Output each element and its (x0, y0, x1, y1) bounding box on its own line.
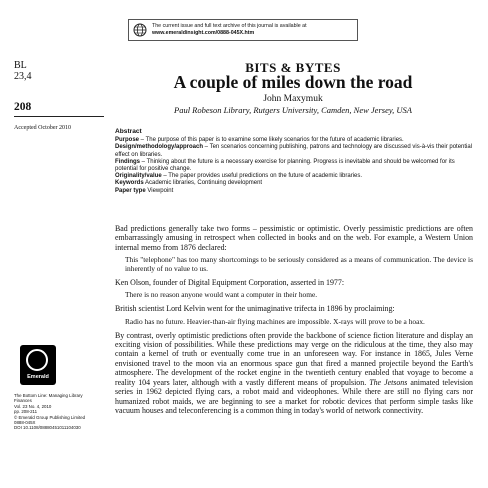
citation-line: Vol. 23 No. 4, 2010 (14, 403, 52, 409)
page-number: 208 (14, 101, 32, 113)
accepted-date: Accepted October 2010 (14, 125, 71, 131)
block-quote: This "telephone" has too many shortcomings to be seriously considered as a means of communication. The device is inherently of no value to us. (125, 255, 473, 274)
journal-abbreviation: BL (14, 60, 27, 71)
body-paragraph: By contrast, overly optimistic predictions often provide the backbone of science fiction literature and display an exciting vision of possibilities. While these predictions may verge on the ridiculous at the time, they also may contain a kernel of truth or eventually come true in an unforeseen way. For instance in 1865, Jules Verne envisioned travel to the moon via an enormous space gun that fired a manned projectile beyond the Earth's atmosphere. The development of the rocket engine in the twentieth century enabled that voyage to become a reality 104 years later, although with a vastly different means of propulsion. The Jetsons animated television series in 1962 depicted flying cars, a robot maid and videophones. While there are still no flying cars nor humanized robot maids, we are beginning to see a market for robotic devices that perform simple tasks like vacuum houses and teleconferencing is a common thing in today's world of network connectivity. (115, 330, 473, 415)
author-name: John Maxymuk (263, 94, 323, 104)
block-quote: There is no reason anyone would want a computer in their home. (125, 290, 318, 300)
banner-text (152, 23, 307, 37)
block-quote: Radio has no future. Heavier-than-air flying machines are impossible. X-rays will prove to be a hoax. (125, 316, 425, 326)
article-title: A couple of miles down the road (173, 72, 413, 92)
banner-line-1: The current issue and full text archive of this journal is available at (152, 23, 307, 29)
abstract-findings: Findings – Thinking about the future is a necessary exercise for planning. Progress is inevitable and should be welcomed for its potential for positive change. (115, 158, 455, 173)
body-paragraph: Ken Olson, founder of Digital Equipment Corporation, asserted in 1977: (115, 278, 345, 288)
volume-issue: 23,4 (14, 71, 32, 82)
citation-line: The Bottom Line: Managing Library (14, 393, 83, 398)
citation-block (14, 393, 104, 431)
globe-icon (133, 23, 147, 37)
citation-line: 0888-045X (14, 420, 36, 426)
abstract-design: Design/methodology/approach – Ten scenarios concerning publishing, patrons and technology are discussed vis-à-vis their potential effect on libraries. (115, 144, 473, 158)
abstract-heading: Abstract (115, 128, 142, 135)
sidebar-divider (14, 116, 104, 117)
citation-line: pp. 208-211 (14, 409, 38, 415)
article-body (115, 224, 473, 419)
emerald-logo-text: Emerald (27, 374, 49, 380)
abstract-purpose: Purpose – The purpose of this paper is to examine some likely scenarios for the future of academic libraries. (115, 137, 404, 144)
body-paragraph: British scientist Lord Kelvin went for the unimaginative trifecta in 1896 by proclaiming: (115, 304, 395, 314)
citation-line: © Emerald Group Publishing Limited (14, 414, 86, 420)
body-paragraph: Bad predictions generally take two forms – pessimistic or optimistic. Overly pessimistic predictions are often embarrassingly amusing in retrospect when collected in books and on the web. For example, a Western Union internal memo from 1876 declared: (115, 224, 473, 252)
abstract-originality: Originality/value – The paper provides useful predictions on the future of academic libraries. (115, 173, 363, 180)
abstract (115, 128, 473, 195)
emerald-logo-icon (26, 349, 48, 371)
banner-link[interactable]: www.emeraldinsight.com/0888-045X.htm (152, 30, 255, 36)
author-affiliation: Paul Robeson Library, Rutgers University, Camden, New Jersey, USA (174, 105, 412, 115)
citation-line: Finances (14, 398, 32, 404)
abstract-paper-type: Paper type Viewpoint (115, 187, 174, 194)
journal-archive-banner (128, 19, 358, 41)
citation-line: DOI 10.1108/08880451011104030 (14, 425, 81, 431)
emerald-logo (20, 345, 56, 385)
abstract-keywords: Keywords Academic libraries, Continuing development (115, 180, 263, 187)
section-heading: BITS & BYTES (245, 60, 341, 75)
